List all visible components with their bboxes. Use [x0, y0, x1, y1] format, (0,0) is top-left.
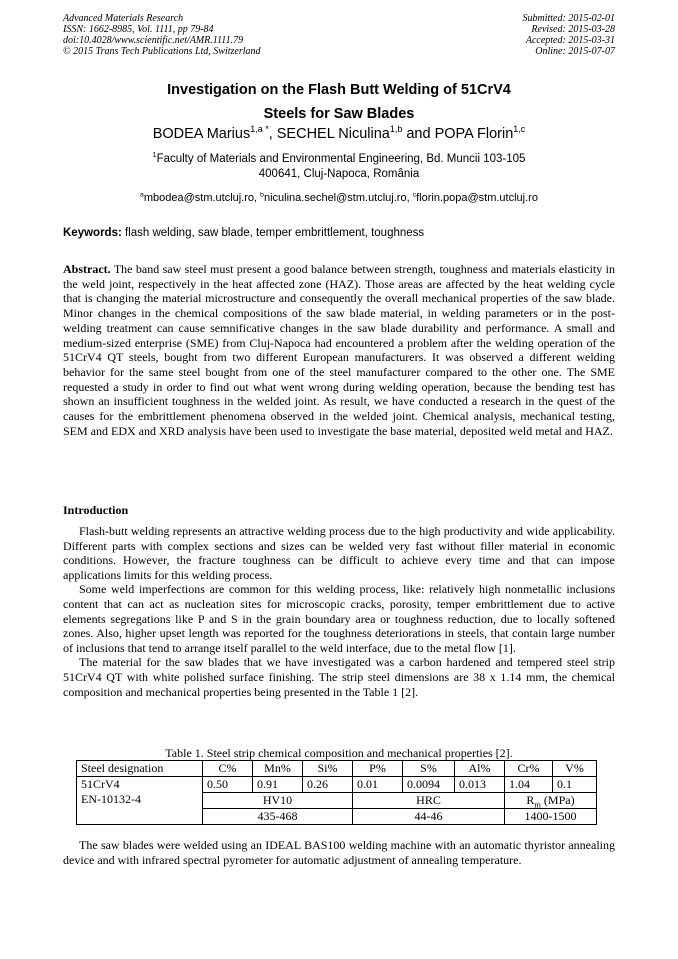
title-line-1: Investigation on the Flash Butt Welding of 51CrV4 [167, 82, 511, 98]
table-header-cell: HRC [353, 793, 505, 809]
date-revised: Revised: 2015-03-28 [531, 24, 615, 35]
table-cell: 0.50 [203, 777, 253, 793]
abstract-text: The band saw steel must present a good balance between strength, toughness and materials elasticity in the weld joint, respectively in the heat affected zone (HAZ). Those areas are affected by the heat welding cycle that is changing the material microstructure and consequently the overall mechanical properties of the saw blade. Minor changes in the chemical compositions of the saw blade material, in welding parameters or in the post-welding treatment can cause semnificative changes in the saw blade durability and performance. A small and medium-sized enterprise (SME) from Cluj-Napoca had encountered a problem after the welding operation of the 51CrV4 QT steels, bought from two different European manufacturers. It was observed a different welding behavior for the same steel bought from one of the steel manufacturer compared to the other one. The SME requested a study in order to find out what went wrong during welding operation, because the bending test has shown an insufficient toughness in the welded joint. As result, we have conducted a research in the quest of the causes for the embrittlement phenomena observed in the welded joint. Chemical analysis, mechanical testing, SEM and EDX and XRD analysis have been used to investigate the base material, deposited weld metal and HAZ. [63, 262, 615, 438]
rm-symbol: R [526, 793, 535, 807]
paper-title [63, 78, 615, 126]
table-header-cell: Al% [455, 761, 505, 777]
affiliation-line-1: Faculty of Materials and Environmental Engineering, Bd. Muncii 103-105 [156, 153, 526, 165]
title-line-2: Steels for Saw Blades [263, 106, 415, 122]
author-list [63, 126, 615, 142]
author-affil-sup: 1,c [513, 124, 526, 135]
email-link[interactable]: florin.popa@stm.utcluj.ro [416, 192, 538, 204]
rm-subscript: m [534, 800, 541, 810]
abstract-label: Abstract. [63, 262, 111, 276]
table-header-cell: Cr% [505, 761, 553, 777]
author-emails [63, 192, 615, 204]
email-sup: b [260, 191, 264, 199]
composition-table [76, 760, 597, 825]
affiliation-line-2: 400641, Cluj-Napoca, România [258, 168, 420, 180]
email-sup: c [412, 191, 417, 199]
table-cell: 0.0094 [403, 777, 455, 793]
keywords-label: Keywords: [63, 227, 122, 239]
author-separator: , [268, 126, 277, 142]
email-link[interactable]: niculina.sechel@stm.utcluj.ro, [263, 192, 413, 204]
date-accepted: Accepted: 2015-03-31 [525, 35, 615, 46]
keywords [63, 227, 615, 239]
intro-paragraph: The material for the saw blades that we have investigated was a carbon hardened and tempered steel strip 51CrV4 QT with white polished surface finishing. The strip steel dimensions are 38 x 1.14 mm, the chemical composition and mechanical properties being presented in the Table 1 [2]. [63, 655, 615, 699]
rm-unit: (MPa) [540, 793, 575, 807]
section-heading-introduction: Introduction [63, 503, 129, 517]
journal-info [63, 13, 261, 57]
table-header-cell: Si% [303, 761, 353, 777]
intro-paragraph: Flash-butt welding represents an attractive welding process due to the high productivity and wide applicability. Different parts with complex sections and sizes can be welded very fast without filler material in economic conditions. However, the fracture toughness can be difficult to achieve every time and that can impose applications limits for this welding process. [63, 524, 615, 582]
table-header-cell: V% [553, 761, 597, 777]
table-cell: 0.01 [353, 777, 403, 793]
table-cell: 0.1 [553, 777, 597, 793]
author-separator: and [402, 126, 435, 142]
table-header-cell: Steel designation [77, 761, 203, 777]
table-header-cell: S% [403, 761, 455, 777]
table-cell: 44-46 [353, 809, 505, 825]
table-cell: 1.04 [505, 777, 553, 793]
date-submitted: Submitted: 2015-02-01 [522, 13, 615, 24]
table-header-cell: Mn% [253, 761, 303, 777]
table-header-cell [505, 793, 597, 809]
table-caption: Table 1. Steel strip chemical composition and mechanical properties [2]. [165, 746, 513, 760]
table-row [77, 761, 597, 777]
journal-copyright: © 2015 Trans Tech Publications Ltd, Switzerland [63, 46, 261, 57]
body-paragraph: The saw blades were welded using an IDEAL BAS100 welding machine with an automatic thyristor annealing device and with infrared spectral pyrometer for automatic adjustment of annealing temperature. [63, 838, 615, 867]
keywords-text: flash welding, saw blade, temper embrittlement, toughness [121, 227, 425, 239]
author-name: POPA Florin [434, 126, 514, 142]
journal-doi: doi:10.4028/www.scientific.net/AMR.1111.79 [63, 35, 244, 46]
email-link[interactable]: mbodea@stm.utcluj.ro, [143, 192, 261, 204]
journal-issn: ISSN: 1662-8985, Vol. 1111, pp 79-84 [63, 24, 214, 35]
author-affil-sup: 1,a * [250, 124, 269, 135]
affiliation [63, 152, 615, 182]
table-cell: 0.26 [303, 777, 353, 793]
intro-paragraph: Some weld imperfections are common for this welding process, like: relatively high nonmetallic inclusions content that can act as nucleation sites for microscopic cracks, porosity, temper embrittlement due to active elements segregations like P and S in the grain boundary area or toughness reduction, due to locally softened zones. Also, higher upset length was reported for the toughness deteriorations in steels, that contain large number of inclusions that tend to arrange itself parallel to the weld interface, due to the metal flow [1]. [63, 582, 615, 655]
author-name: SECHEL Niculina [276, 126, 390, 142]
email-sup: a [140, 191, 144, 199]
table-row [77, 777, 597, 793]
table-header-cell: P% [353, 761, 403, 777]
introduction-body [63, 524, 615, 699]
affiliation-sup: 1 [152, 151, 157, 160]
table-cell: 0.91 [253, 777, 303, 793]
table-cell-designation [77, 777, 203, 825]
designation-standard: EN-10132-4 [81, 792, 141, 806]
designation-grade: 51CrV4 [81, 777, 120, 791]
abstract [63, 262, 615, 438]
author-affil-sup: 1,b [389, 124, 403, 135]
table-cell: 435-468 [203, 809, 353, 825]
journal-name: Advanced Materials Research [63, 13, 184, 24]
table-header-cell: C% [203, 761, 253, 777]
table-cell: 1400-1500 [505, 809, 597, 825]
date-online: Online: 2015-07-07 [535, 46, 615, 57]
table-header-cell: HV10 [203, 793, 353, 809]
table-cell: 0.013 [455, 777, 505, 793]
author-name: BODEA Marius [152, 126, 251, 142]
publication-dates [523, 13, 616, 57]
